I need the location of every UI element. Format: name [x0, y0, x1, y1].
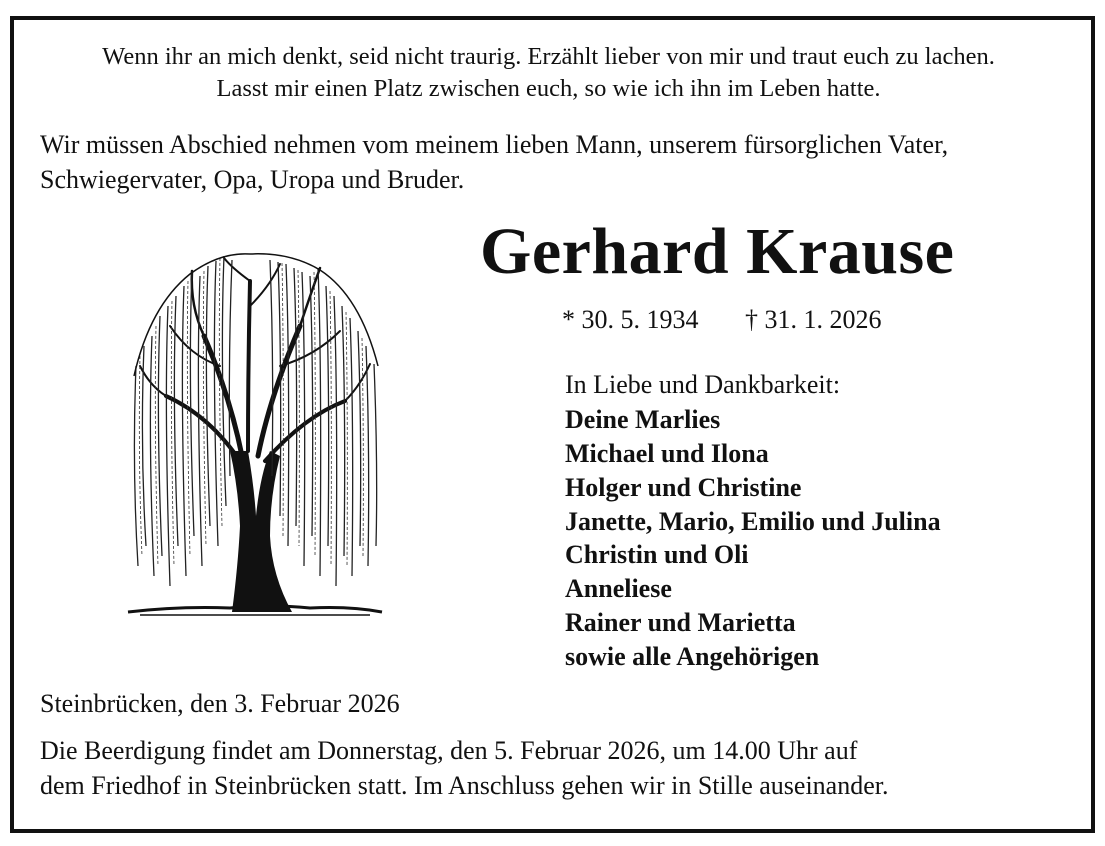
- birth-date: * 30. 5. 1934: [562, 305, 699, 334]
- mourner-line: Christin und Oli: [565, 540, 749, 569]
- quote-line-1: Wenn ihr an mich denkt, seid nicht traurig. Erzählt lieber von mir und traut euch zu lachen.: [102, 43, 995, 70]
- funeral-line-1: Die Beerdigung findet am Donnerstag, den 5. Februar 2026, um 14.00 Uhr auf: [40, 736, 858, 765]
- thanks-label: In Liebe und Dankbarkeit:: [565, 370, 841, 399]
- mourner-line: Holger und Christine: [565, 473, 802, 502]
- mourner-line: Deine Marlies: [565, 405, 721, 434]
- intro-line-1: Wir müssen Abschied nehmen vom meinem lieben Mann, unserem fürsorglichen Vater,: [40, 130, 949, 159]
- mourner-line: Michael und Ilona: [565, 439, 769, 468]
- death-date: † 31. 1. 2026: [745, 305, 882, 334]
- mourner-line: Janette, Mario, Emilio und Julina: [565, 507, 941, 536]
- quote-line-2: Lasst mir einen Platz zwischen euch, so wie ich ihn im Leben hatte.: [216, 75, 881, 102]
- funeral-line-2: dem Friedhof in Steinbrücken statt. Im Anschluss gehen wir in Stille auseinander.: [40, 771, 889, 800]
- place-and-date: Steinbrücken, den 3. Februar 2026: [40, 689, 400, 718]
- weeping-willow-tree-icon: [120, 246, 390, 624]
- intro-line-2: Schwiegervater, Opa, Uropa und Bruder.: [40, 165, 465, 194]
- mourner-line: Anneliese: [565, 574, 672, 603]
- mourner-line: sowie alle Angehörigen: [565, 642, 820, 671]
- mourner-line: Rainer und Marietta: [565, 608, 796, 637]
- deceased-name: Gerhard Krause: [480, 215, 955, 288]
